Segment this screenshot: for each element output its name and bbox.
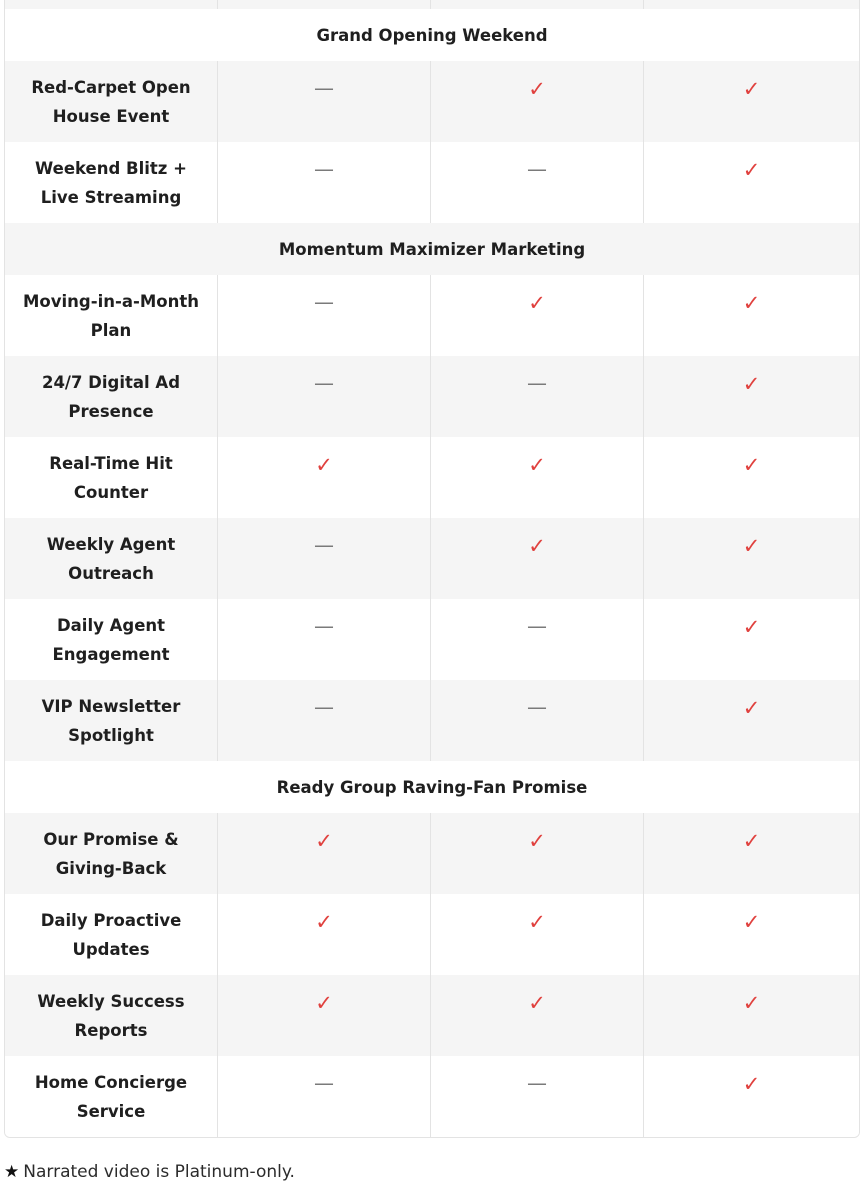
check-icon: ✓ [742,453,761,477]
feature-label: Home Concierge Service [5,1056,218,1137]
tier-cell [218,518,431,599]
dash-icon: — [527,614,547,638]
star-icon: ★ [4,1162,20,1182]
tier-cell [218,356,431,437]
check-icon: ✓ [742,534,761,558]
tier-cell [431,1056,644,1137]
tier-cell [218,61,431,142]
feature-label: Weekly Agent Outreach [5,518,218,599]
table-row [5,813,859,894]
dash-icon: — [314,290,334,314]
table-body [5,9,859,1137]
table-row [5,975,859,1056]
feature-label: VIP Newsletter Spotlight [5,680,218,761]
section-header [5,761,859,813]
tier-cell [218,437,431,518]
tier-cell [431,813,644,894]
tier-cell [644,813,859,894]
tier-cell [644,1056,859,1137]
check-icon: ✓ [528,829,546,853]
table-row [5,437,859,518]
tier-cell [644,142,859,223]
tier-cell [644,437,859,518]
check-icon: ✓ [742,158,761,182]
feature-label: Moving-in-a-Month Plan [5,275,218,356]
check-icon: ✓ [528,991,546,1015]
tier-cell [218,813,431,894]
dash-icon: — [314,1071,334,1095]
dash-icon: — [314,157,334,181]
check-icon: ✓ [742,991,761,1015]
table-row [5,275,859,356]
tier-cell [644,894,859,975]
tier-cell [644,275,859,356]
tier-cell [644,599,859,680]
check-icon: ✓ [315,453,333,477]
tier-cell [218,1056,431,1137]
tier-cell [431,61,644,142]
table-row [5,142,859,223]
tier-cell [644,975,859,1056]
tier-cell [431,275,644,356]
check-icon: ✓ [528,291,546,315]
feature-label: Daily Proactive Updates [5,894,218,975]
check-icon: ✓ [528,534,546,558]
check-icon: ✓ [742,291,761,315]
tier-cell [644,518,859,599]
footnote-text: Narrated video is Platinum-only. [23,1162,295,1182]
section-header [5,223,859,275]
tier-cell [218,680,431,761]
dash-icon: — [314,76,334,100]
check-icon: ✓ [742,615,761,639]
feature-label: Real-Time Hit Counter [5,437,218,518]
footnote [4,1162,295,1182]
dash-icon: — [314,533,334,557]
check-icon: ✓ [528,910,546,934]
check-icon: ✓ [528,453,546,477]
tier-cell [431,356,644,437]
check-icon: ✓ [315,991,333,1015]
tier-cell [431,894,644,975]
comparison-table [4,0,860,1138]
feature-label: Daily Agent Engagement [5,599,218,680]
dash-icon: — [527,157,547,181]
tier-cell [644,356,859,437]
tier-cell [431,437,644,518]
check-icon: ✓ [742,77,761,101]
tier-cell [218,275,431,356]
tier-cell [218,142,431,223]
dash-icon: — [314,371,334,395]
dash-icon: — [527,695,547,719]
check-icon: ✓ [742,910,761,934]
tier-cell [431,599,644,680]
feature-label: Weekend Blitz + Live Streaming [5,142,218,223]
section-header [5,9,859,61]
check-icon: ✓ [742,372,761,396]
tier-cell [644,61,859,142]
check-icon: ✓ [315,910,333,934]
check-icon: ✓ [742,829,761,853]
table-row [5,680,859,761]
tier-cell [218,599,431,680]
feature-label: 24/7 Digital Ad Presence [5,356,218,437]
tier-cell [431,518,644,599]
check-icon: ✓ [315,829,333,853]
table-row [5,1056,859,1137]
feature-label: Weekly Success Reports [5,975,218,1056]
dash-icon: — [314,695,334,719]
section-title: Grand Opening Weekend [316,25,548,45]
tier-cell [218,975,431,1056]
table-row [5,894,859,975]
check-icon: ✓ [742,696,761,720]
check-icon: ✓ [742,1072,761,1096]
table-row [5,518,859,599]
table-row [5,356,859,437]
table-row [5,61,859,142]
tier-cell [431,142,644,223]
table-row-partial [5,0,859,9]
table-row [5,599,859,680]
dash-icon: — [527,1071,547,1095]
check-icon: ✓ [528,77,546,101]
section-title: Ready Group Raving-Fan Promise [276,777,588,797]
dash-icon: — [314,614,334,638]
dash-icon: — [527,371,547,395]
feature-label: Red-Carpet Open House Event [5,61,218,142]
tier-cell [644,680,859,761]
tier-cell [218,894,431,975]
tier-cell [431,680,644,761]
section-title: Momentum Maximizer Marketing [278,239,586,259]
tier-cell [431,975,644,1056]
feature-label: Our Promise & Giving-Back [5,813,218,894]
